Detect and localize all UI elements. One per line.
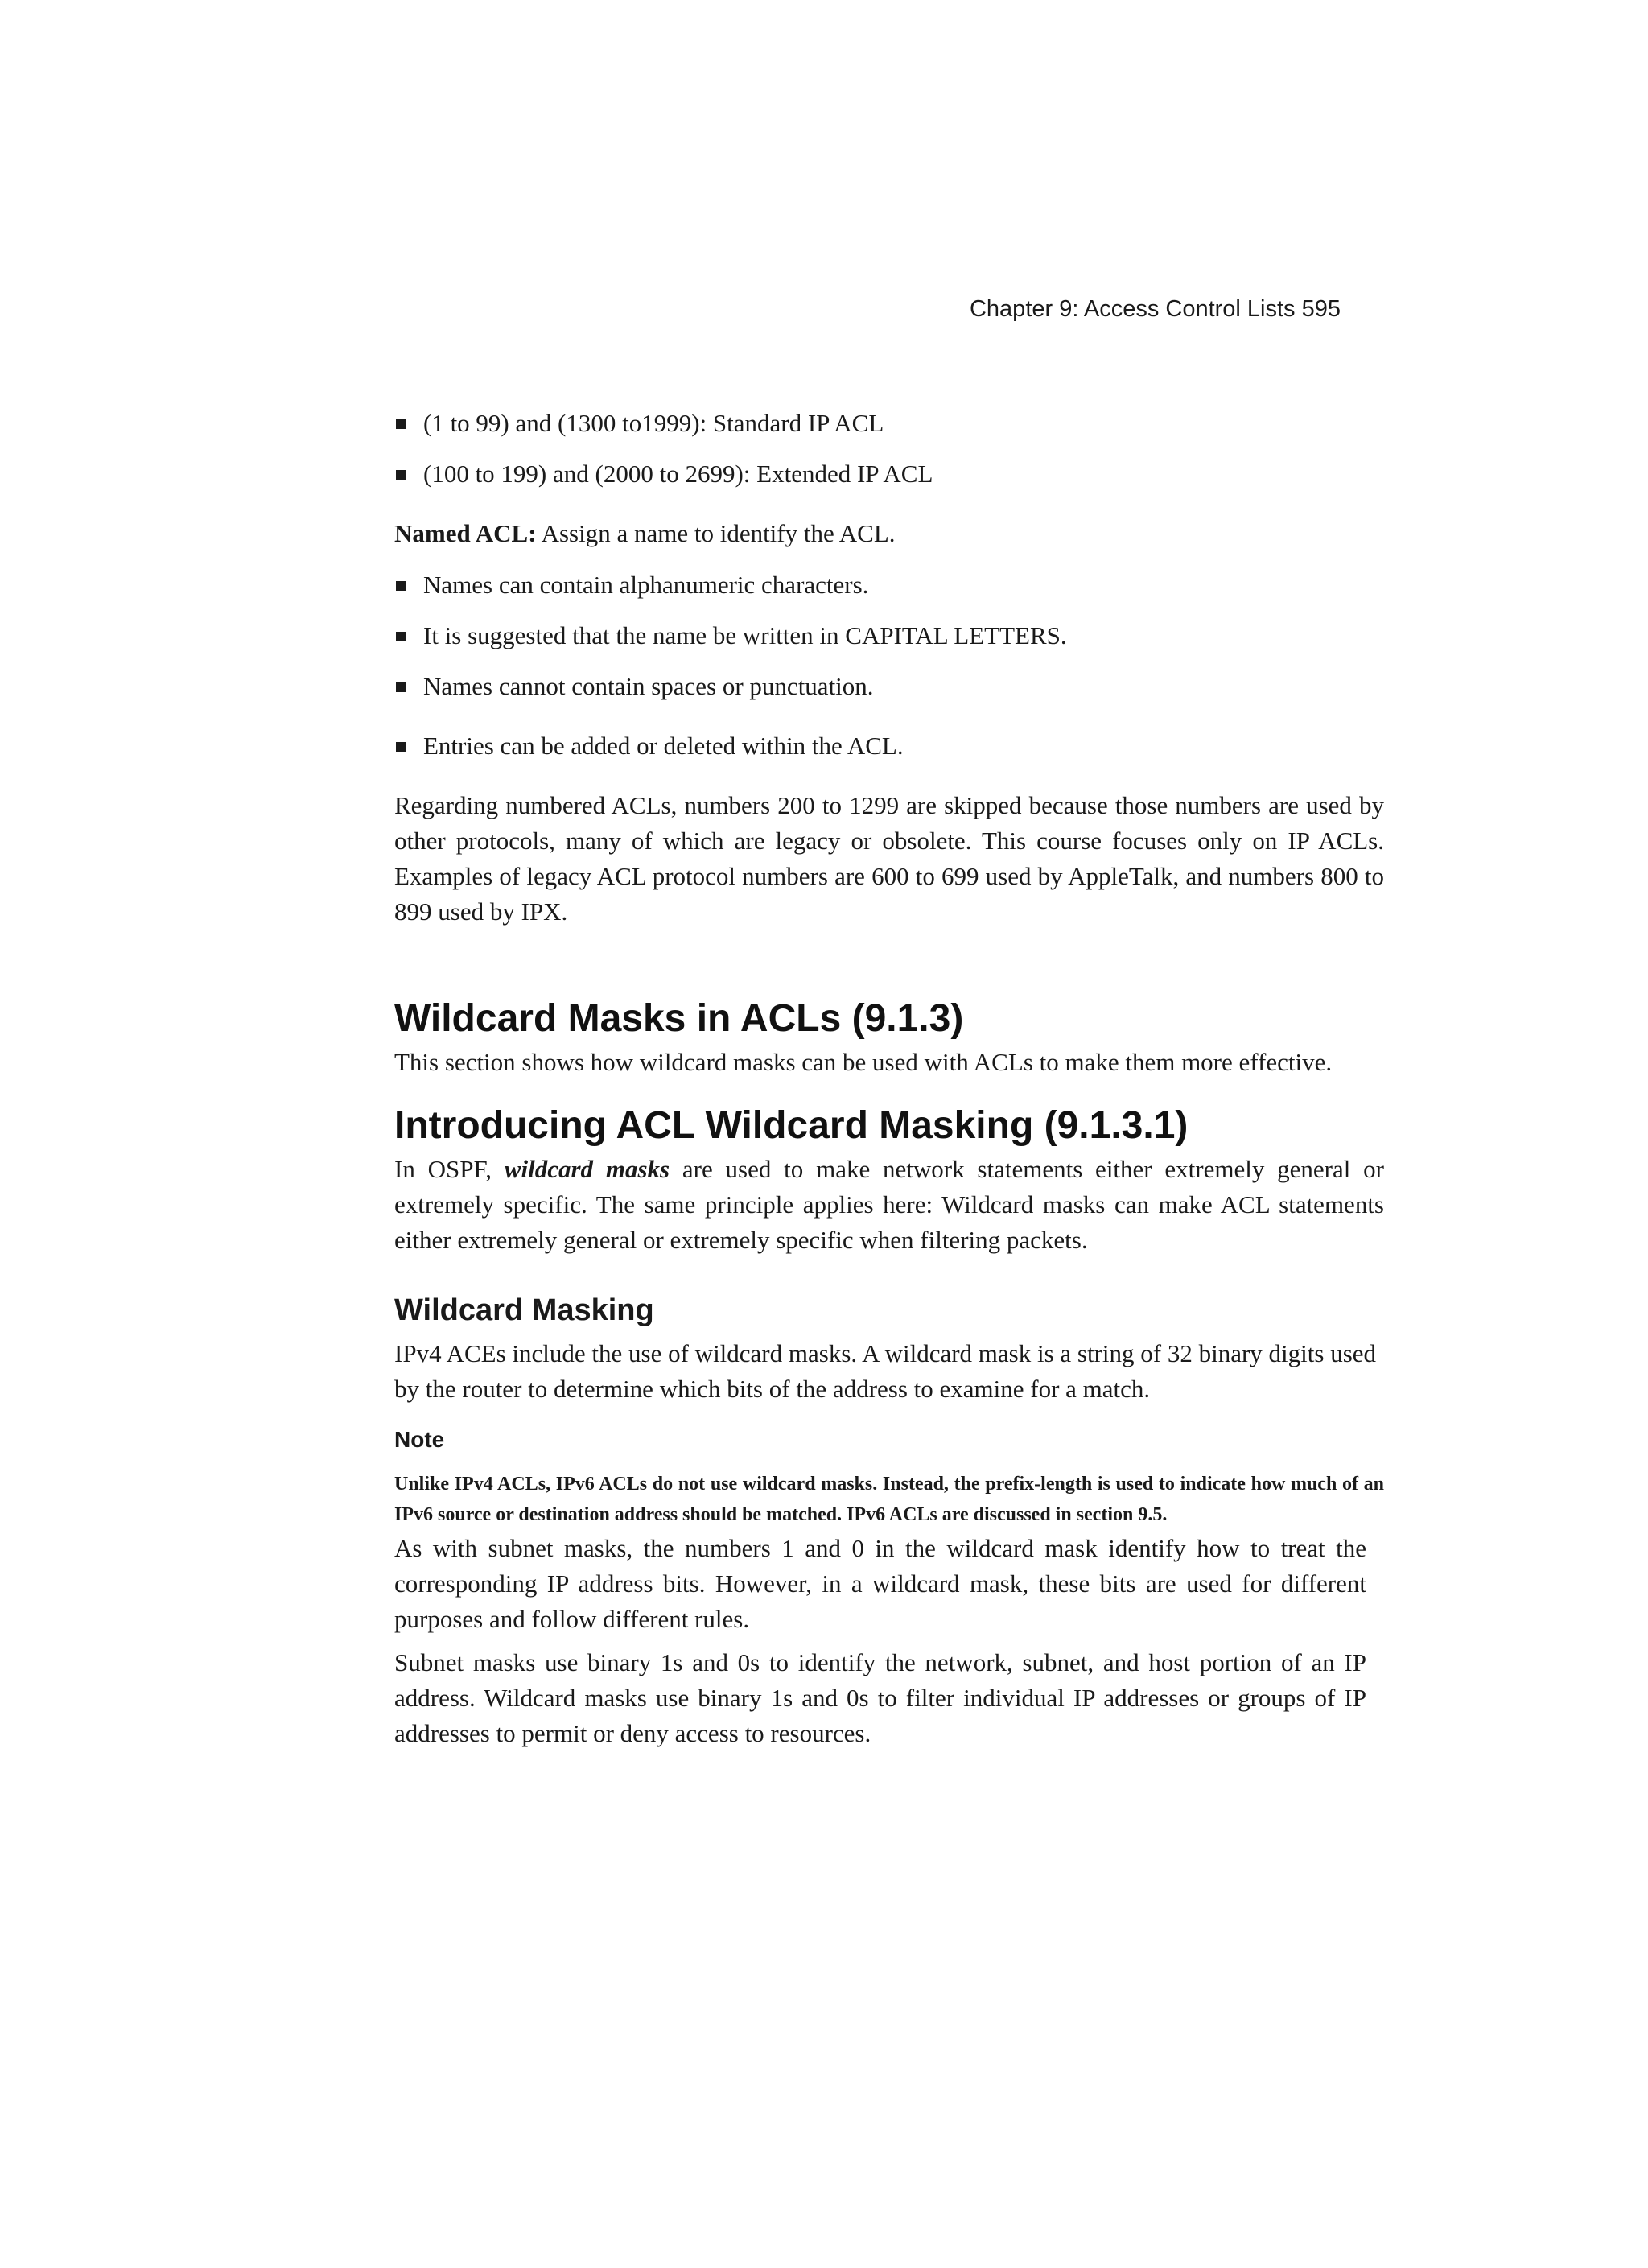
page-content: [394, 402, 1384, 1751]
list-item-text: Entries can be added or deleted within the ACL.: [423, 732, 904, 760]
ospf-paragraph-post: are used to make network statements either extremely general or extremely specific. The same principle applies here: Wildcard masks can make ACL statements either extremely general or extremely specific when filtering packets.: [394, 1155, 1385, 1254]
heading-introducing-wildcard-masking: Introducing ACL Wildcard Masking (9.1.3.1): [394, 1104, 1189, 1147]
list-item: [394, 618, 1384, 654]
heading-wildcard-masks: Wildcard Masks in ACLs (9.1.3): [394, 997, 964, 1040]
list-item-text: (1 to 99) and (1300 to1999): Standard IP ACL: [423, 409, 884, 437]
named-acl-label: Named ACL:: [394, 519, 537, 547]
square-bullet-icon: [396, 470, 406, 480]
named-acl-definition: [394, 516, 1384, 551]
list-item-text: (100 to 199) and (2000 to 2699): Extended IP ACL: [423, 460, 933, 488]
square-bullet-icon: [396, 682, 406, 692]
wildcard-intro-paragraph: This section shows how wildcard masks can be used with ACLs to make them more effective.: [394, 1048, 1333, 1076]
ipv4-aces-paragraph: IPv4 ACEs include the use of wildcard masks. A wildcard mask is a string of 32 binary digits used by the router to determine which bits of the address to examine for a match.: [394, 1339, 1377, 1403]
heading-wildcard-masking: Wildcard Masking: [394, 1293, 654, 1327]
note-text: Unlike IPv4 ACLs, IPv6 ACLs do not use wildcard masks. Instead, the prefix-length is used to indicate how much of an IPv6 source or destination address should be matched. IPv6 ACLs are discussed in section 9.5.: [394, 1474, 1384, 1525]
square-bullet-icon: [396, 742, 406, 752]
list-item: [394, 669, 1384, 704]
list-item: [394, 567, 1384, 603]
note-label: Note: [394, 1427, 445, 1452]
numbered-acl-paragraph: Regarding numbered ACLs, numbers 200 to 1299 are skipped because those numbers are used by other protocols, many of which are legacy or obsolete. This course focuses only on IP ACLs. Examples of legacy ACL protocol numbers are 600 to 699 used by AppleTalk, and numbers 800 to 899 used by IPX.: [394, 791, 1384, 926]
list-item-text: It is suggested that the name be written in CAPITAL LETTERS.: [423, 621, 1067, 649]
list-item: [394, 406, 1384, 441]
ospf-paragraph-pre: In OSPF,: [394, 1155, 505, 1183]
square-bullet-icon: [396, 581, 406, 591]
running-head: Chapter 9: Access Control Lists 595: [969, 296, 1341, 322]
named-acl-text: Assign a name to identify the ACL.: [536, 519, 896, 547]
list-item: [394, 456, 1384, 492]
wildcard-masks-term: wildcard masks: [504, 1155, 670, 1183]
ospf-paragraph: [394, 1152, 1384, 1258]
subnet-masks-paragraph: Subnet masks use binary 1s and 0s to identify the network, subnet, and host portion of an IP address. Wildcard masks use binary 1s and 0s to filter individual IP addresses or groups of IP addresses to permit or deny access to resources.: [394, 1648, 1366, 1747]
subnet-comparison-paragraph: As with subnet masks, the numbers 1 and 0 in the wildcard mask identify how to treat the corresponding IP address bits. However, in a wildcard mask, these bits are used for different purposes and follow different rules.: [394, 1534, 1366, 1633]
list-item-text: Names can contain alphanumeric characters.: [423, 571, 869, 599]
square-bullet-icon: [396, 632, 406, 641]
list-item-text: Names cannot contain spaces or punctuation.: [423, 672, 874, 700]
list-item: [394, 728, 1384, 764]
square-bullet-icon: [396, 419, 406, 429]
